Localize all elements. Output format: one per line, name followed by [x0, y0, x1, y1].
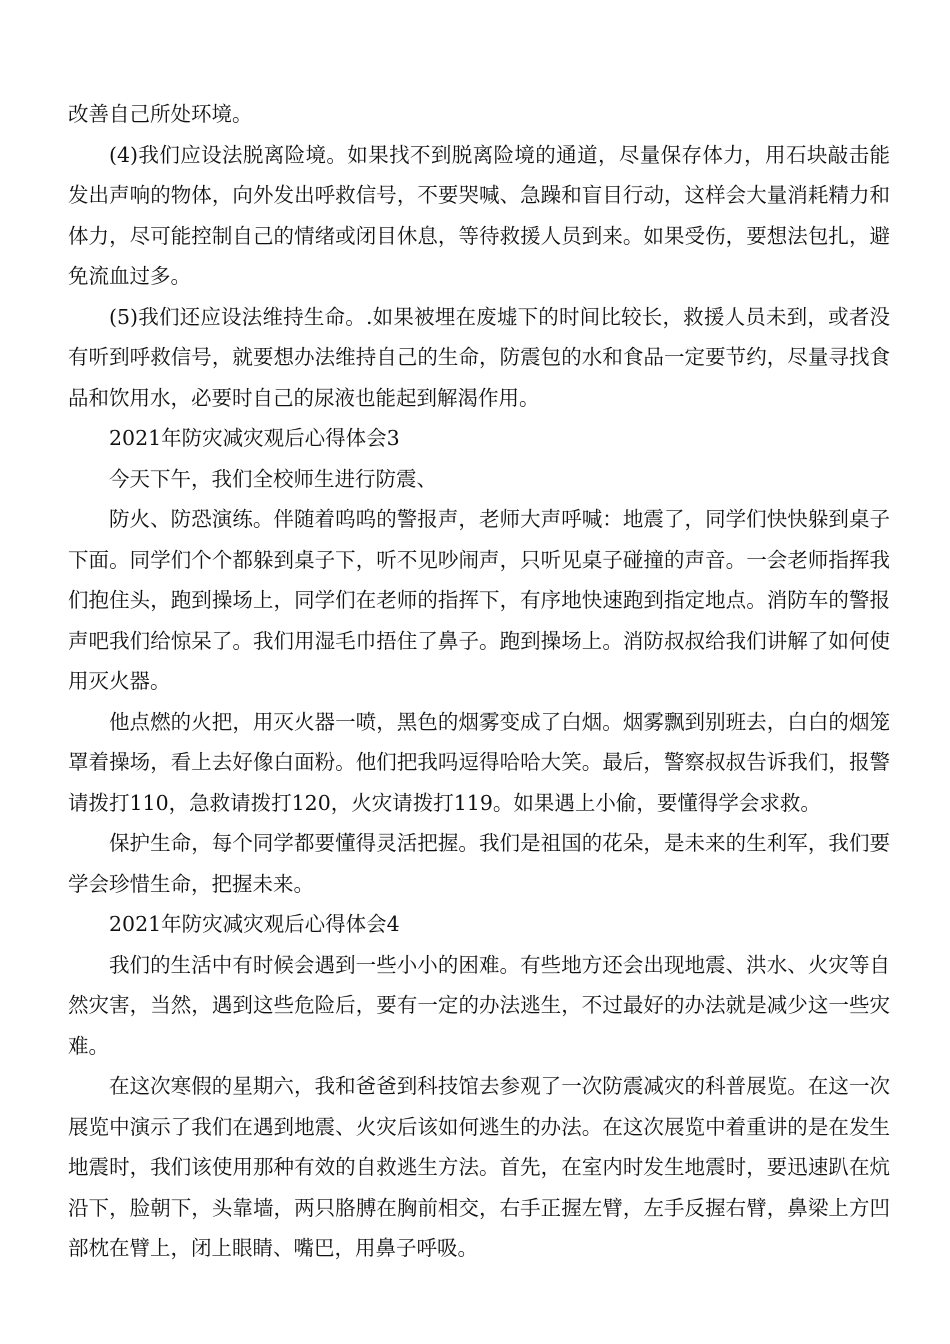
paragraph-item-5: (5)我们还应设法维持生命。.如果被埋在废墟下的时间比较长，救援人员未到，或者没有听到呼救信号，就要想办法维持自己的生命，防震包的水和食品一定要节约，尽量寻找食品和饮用水，必要时自己的尿液也能起到解渴作用。 [68, 304, 890, 410]
paragraph-item-4: (4)我们应设法脱离险境。如果找不到脱离险境的通道，尽量保存体力，用石块敲击能发出声响的物体，向外发出呼救信号，不要哭喊、急躁和盲目行动，这样会大量消耗精力和体力，尽可能控制自己的情绪或闭目休息，等待救援人员到来。如果受伤，要想法包扎，避免流血过多。 [68, 142, 890, 288]
paragraph-difficulties: 我们的生活中有时候会遇到一些小小的困难。有些地方还会出现地震、洪水、火灾等自然灾害，当然，遇到这些危险后，要有一定的办法逃生，不过最好的办法就是减少这一些灾难。 [68, 952, 890, 1058]
section-heading-3: 2021年防灾减灾观后心得体会3 [109, 426, 400, 450]
paragraph-drill-intro: 今天下午，我们全校师生进行防震、 [109, 466, 437, 491]
paragraph-science-museum: 在这次寒假的星期六，我和爸爸到科技馆去参观了一次防震减灾的科普展览。在这一次展览中演示了我们在遇到地震、火灾后该如何逃生的办法。在这次展览中着重讲的是在发生地震时，我们该使用那种有效的自救逃生方法。首先，在室内时发生地震时，要迅速趴在炕沿下，脸朝下，头靠墙，两只胳膊在胸前相交，右手正握左臂，左手反握右臂，鼻梁上方凹部枕在臂上，闭上眼睛、嘴巴，用鼻子呼吸。 [68, 1074, 890, 1260]
paragraph-extinguisher: 他点燃的火把，用灭火器一喷，黑色的烟雾变成了白烟。烟雾飘到别班去，白白的烟笼罩着操场，看上去好像白面粉。他们把我吗逗得哈哈大笑。最后，警察叔叔告诉我们，报警请拨打110，急救请拨打120，火灾请拨打119。如果遇上小偷，要懂得学会求救。 [68, 709, 890, 815]
document-page [68, 94, 890, 1269]
paragraph-continuation: 改善自己所处环境。 [68, 102, 253, 126]
section-heading-4: 2021年防灾减灾观后心得体会4 [109, 912, 400, 936]
paragraph-protect-life: 保护生命，每个同学都要懂得灵活把握。我们是祖国的花朵，是未来的生利军，我们要学会珍惜生命，把握未来。 [68, 831, 890, 896]
paragraph-drill-body: 防火、防恐演练。伴随着呜呜的警报声，老师大声呼喊：地震了，同学们快快躲到桌子下面。同学们个个都躲到桌子下，听不见吵闹声，只听见桌子碰撞的声音。一会老师指挥我们抱住头，跑到操场上，同学们在老师的指挥下，有序地快速跑到指定地点。消防车的警报声吧我们给惊呆了。我们用湿毛巾捂住了鼻子。跑到操场上。消防叔叔给我们讲解了如何使用灭火器。 [68, 507, 890, 693]
